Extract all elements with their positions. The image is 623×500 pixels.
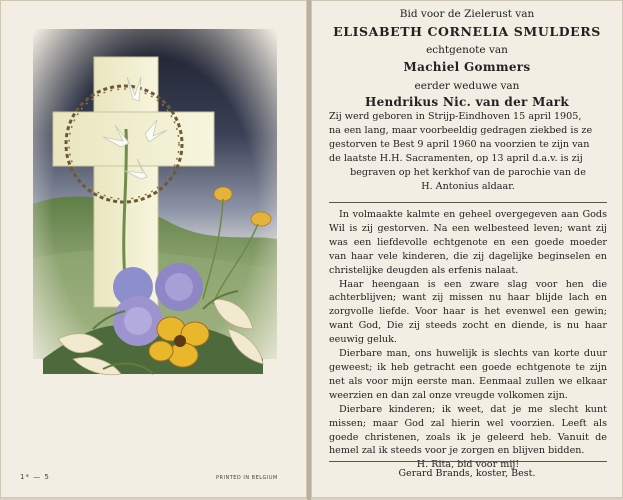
cross-and-flowers-illustration	[33, 29, 277, 389]
signature: Gerard Brands, koster, Best.	[398, 468, 536, 479]
printed-in-label: PRINTED IN BELGIUM	[216, 475, 278, 481]
bio-line: H. Antonius aldaar.	[421, 181, 515, 193]
prayer-line: H. Rita, bid voor mij!	[416, 459, 520, 471]
first-husband-name: Hendrikus Nic. van der Mark	[364, 95, 570, 109]
intro-line: Bid voor de Zielerust van	[399, 8, 535, 20]
card-code: 1* — 5	[20, 473, 50, 481]
spouse-label: echtgenote van	[426, 44, 508, 56]
bio-line: begraven op het kerkhof van de parochie van de	[350, 167, 586, 179]
deceased-name: ELISABETH CORNELIA SMULDERS	[333, 24, 601, 39]
paragraph: Haar heengaan is een zware slag voor hen die achterblijven; want zij missen nu haar blijde lach en zorgvolle liefde. Voor haar is het evenwel een gewin; want God, Die zij steeds zocht en diende, is nu haar eeuwig geluk.	[329, 278, 607, 346]
divider-rule-bottom	[329, 461, 607, 462]
bio-line: gestorven te Best 9 april 1960 na voorzien te zijn van	[329, 139, 590, 151]
spouse-name: Machiel Gommers	[403, 60, 531, 74]
memorial-text	[329, 208, 607, 472]
biography	[329, 110, 607, 195]
divider-rule-top	[329, 202, 607, 203]
bio-line: na een lang, maar voorbeeldig gedragen ziekbed is ze	[329, 125, 593, 137]
paragraph: In volmaakte kalmte en geheel overgegeven aan Gods Wil is zij gestorven. Na een welbesteed leven; want zij was een liefdevolle echtgenote en een goede moeder van haar vele kinderen, die zij dagelijke beginselen en christelijke deugden als erfenis nalaat.	[329, 209, 607, 276]
paragraph: Dierbare man, ons huwelijk is slechts van korte duur geweest; ik heb getracht een goede echtgenote te zijn net als voor mijn eerste man. Eenmaal zullen we elkaar weerzien en dan zal onze vreugde volkomen zijn.	[329, 348, 607, 401]
memorial-card-front	[0, 0, 307, 498]
widow-label: eerder weduwe van	[414, 80, 520, 92]
memorial-card-text	[311, 0, 623, 498]
paragraph: Dierbare kinderen; ik weet, dat je me slecht kunt missen; maar God zal hierin wel voorzien. Leeft als goede christenen, zoals ik je geleerd heb. Vanuit de hemel zal ik steeds voor je zorgen en blijven bidden.	[329, 403, 607, 457]
bio-line: de laatste H.H. Sacramenten, op 13 april d.a.v. is zij	[329, 153, 583, 165]
bio-line: Zij werd geboren in Strijp-Eindhoven 15 april 1905,	[329, 111, 582, 122]
